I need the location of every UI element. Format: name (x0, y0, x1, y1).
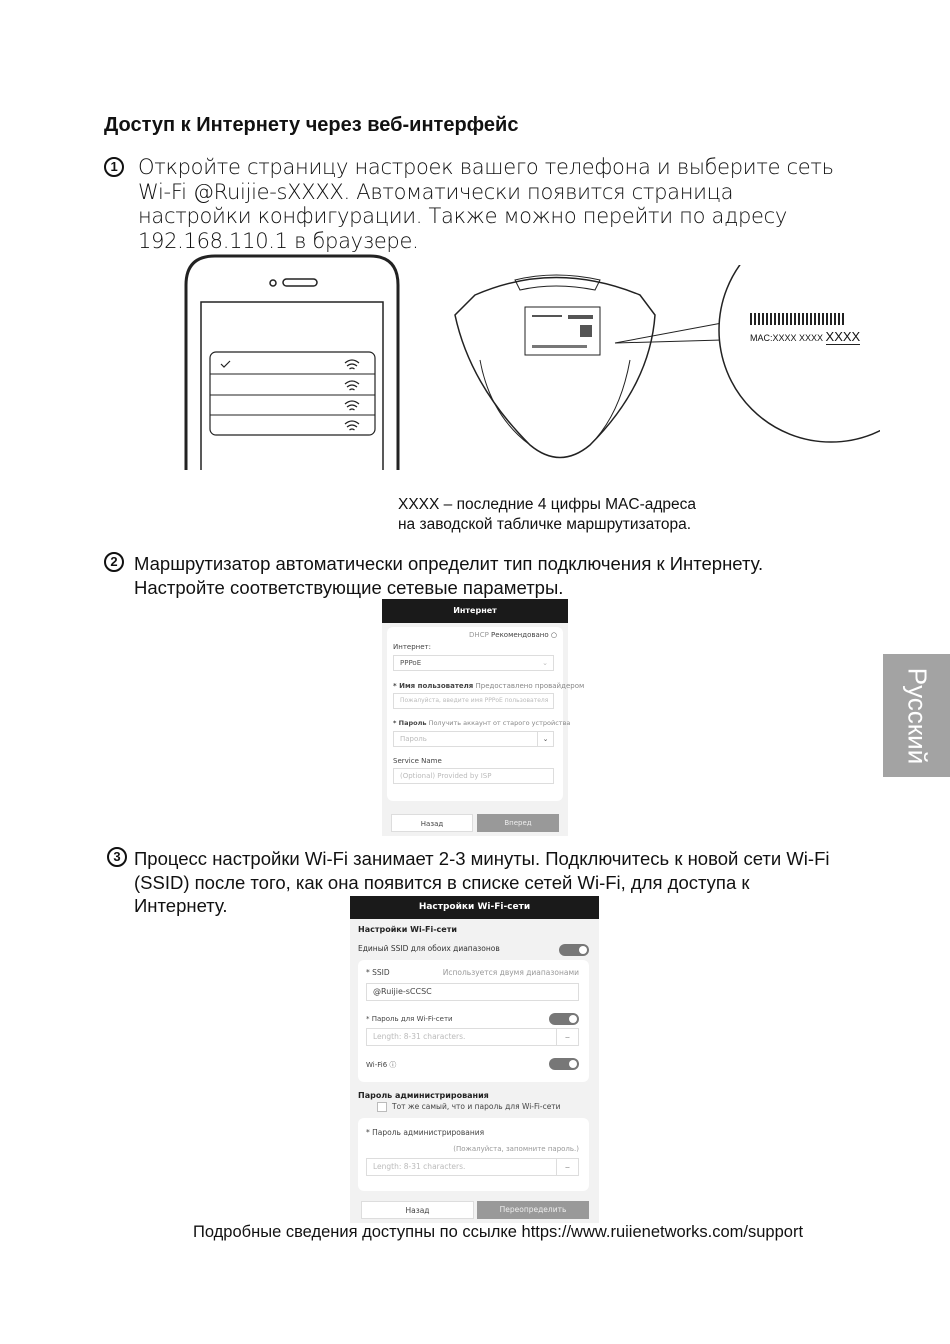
language-tab (883, 654, 950, 777)
service-name-label: Service Name (393, 757, 442, 765)
wifi6-label: Wi-Fi6 (366, 1061, 388, 1069)
wifi-header: Настройки Wi-Fi-сети (350, 896, 599, 919)
service-name-input[interactable]: (Optional) Provided by ISP (393, 768, 554, 784)
select-value: PPPoE (400, 659, 422, 667)
wifi-password-label: * Пароль для Wi-Fi-сети (366, 1015, 453, 1023)
same-password-checkbox[interactable] (377, 1102, 387, 1112)
step-text: Откройте страницу настроек вашего телефона и выберите сеть Wi-Fi @Ruijie-sXXXX. Автоматически появится страница настройки конфигурации. Также можно перейти по адресу 192.168.110.1 в браузере. (138, 155, 834, 253)
step-1 (104, 155, 844, 253)
eye-icon[interactable]: ⌣ (556, 1159, 578, 1175)
ssid-hint: Используется двумя диапазонами (442, 968, 579, 977)
ssid-input[interactable]: @Ruijie-sCCSC (366, 983, 579, 1001)
step-number: 1 (104, 157, 124, 177)
mac-suffix: XXXX (825, 329, 861, 344)
back-button[interactable]: Назад (361, 1201, 474, 1219)
password-input[interactable] (393, 731, 554, 747)
internet-screenshot (382, 599, 585, 836)
language-label: Русский (902, 667, 932, 764)
internet-type-label: Интернет: (393, 643, 431, 651)
eye-icon[interactable]: ⌄ (537, 732, 553, 746)
back-button[interactable]: Назад (391, 814, 473, 832)
password-label: * Пароль (393, 719, 427, 727)
help-icon[interactable]: ⓘ (389, 1061, 397, 1069)
mac-prefix: MAC:XXXX XXXX (750, 333, 824, 343)
caption-line: на заводской табличке маршрутизатора. (398, 516, 692, 533)
admin-password-label: * Пароль администрирования (366, 1128, 485, 1137)
username-label: * Имя пользователя (393, 682, 474, 690)
wifi-password-toggle[interactable] (549, 1013, 579, 1025)
password-placeholder: Пароль (400, 735, 427, 743)
same-password-label: Тот же самый, что и пароль для Wi-Fi-сети (392, 1102, 561, 1111)
caption-line: XXXX – последние 4 цифры MAC-адреса (398, 496, 697, 513)
username-hint: Предоставлено провайдером (475, 682, 585, 690)
username-input[interactable]: Пожалуйста, введите имя PPPoE пользователя (393, 693, 554, 709)
wifi-settings-screenshot (350, 896, 599, 1223)
admin-section-title: Пароль администрирования (358, 1091, 489, 1100)
page-title: Доступ к Интернету через веб-интерфейс (104, 114, 519, 136)
admin-password-placeholder: Length: 8-31 characters. (373, 1162, 466, 1171)
footer-note: Подробные сведения доступны по ссылке https://www.ruiienetworks.com/support (193, 1223, 804, 1241)
recommended-label: Рекомендовано (491, 631, 549, 639)
password-hint: Получить аккаунт от старого устройства (428, 719, 571, 727)
chevron-down-icon: ⌄ (542, 659, 548, 667)
mac-caption (398, 495, 696, 535)
phone-illustration (180, 250, 405, 470)
single-ssid-label: Единый SSID для обоих диапазонов (358, 944, 500, 953)
step-number: 2 (104, 552, 124, 572)
override-button[interactable]: Переопределить (477, 1201, 589, 1219)
step-text: Маршрутизатор автоматически определит тип подключения к Интернету. Настройте соответствующие сетевые параметры. (134, 553, 764, 598)
step-text: Процесс настройки Wi-Fi занимает 2-3 минуты. Подключитесь к новой сети Wi-Fi (SSID) после того, как она появится в списке сетей Wi-Fi, для доступа к Интернету. (134, 848, 830, 916)
admin-password-input[interactable] (366, 1158, 579, 1176)
router-illustration (450, 265, 880, 475)
wifi6-toggle[interactable] (549, 1058, 579, 1070)
admin-password-hint: (Пожалуйста, запомните пароль.) (453, 1145, 579, 1153)
next-button[interactable]: Вперед (477, 814, 559, 832)
mac-label (750, 329, 860, 344)
step-2 (104, 552, 824, 599)
wifi-password-input[interactable] (366, 1028, 579, 1046)
single-ssid-toggle[interactable] (559, 944, 589, 956)
internet-type-select[interactable] (393, 655, 554, 671)
dhcp-label: DHCP (469, 631, 489, 639)
ssid-label: * SSID (366, 968, 390, 977)
wifi-section-title: Настройки Wi-Fi-сети (358, 925, 457, 934)
eye-icon[interactable]: ⌣ (556, 1029, 578, 1045)
internet-header: Интернет (382, 599, 568, 623)
wifi-password-placeholder: Length: 8-31 characters. (373, 1032, 466, 1041)
radio-icon[interactable]: ○ (550, 631, 557, 639)
step-number: 3 (107, 847, 127, 867)
